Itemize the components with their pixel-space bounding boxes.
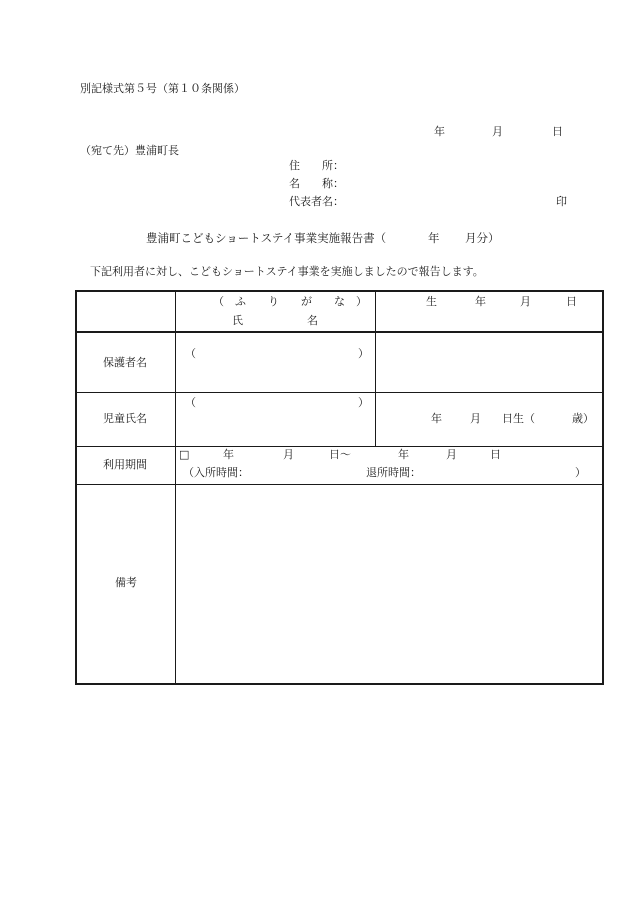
date-month: 月 — [492, 125, 503, 138]
name-header-shi: 氏 — [232, 314, 243, 327]
seal-mark: 印 — [556, 195, 567, 208]
report-title-month: 月分） — [465, 231, 500, 245]
dob-header-hi: 日 — [566, 295, 577, 308]
address-label: 住 所： — [289, 159, 344, 172]
addressee: （宛て先）豊浦町長 — [80, 144, 179, 157]
child-dob-year: 年 — [431, 412, 442, 425]
period-close-paren: ） — [575, 466, 586, 479]
child-furigana-open: （ — [185, 396, 196, 409]
report-title: 豊浦町こどもショートステイ事業実施報告書（ — [146, 231, 387, 245]
child-dob-day: 日生（ — [502, 412, 535, 425]
period-end-year: 年 — [398, 448, 409, 461]
report-title-year: 年 — [428, 231, 440, 245]
period-start-year: 年 — [223, 448, 234, 461]
period-label: 利用期間 — [103, 458, 147, 471]
name-header-mei: 名 — [307, 314, 318, 327]
dob-header-tsuki: 月 — [520, 295, 531, 308]
form-number: 別記様式第５号（第１０条関係） — [80, 82, 245, 95]
checkin-time-label: （入所時間： — [183, 466, 249, 479]
company-name-label: 名 称： — [289, 177, 344, 190]
representative-label: 代表者名： — [289, 195, 344, 208]
child-age: 歳） — [572, 412, 594, 425]
period-end-day: 日 — [490, 448, 501, 461]
intro-text: 下記利用者に対し、こどもショートステイ事業を実施しましたので報告します。 — [90, 265, 484, 278]
remarks-label: 備考 — [115, 576, 137, 589]
period-start-day: 日～ — [329, 448, 351, 461]
furigana-header: （ ふ り が な ） — [213, 295, 367, 308]
child-furigana-close: ） — [358, 396, 369, 409]
date-year: 年 — [434, 125, 445, 138]
dob-header-sei: 生 — [426, 295, 437, 308]
period-start-month: 月 — [283, 448, 294, 461]
guardian-furigana-close: ） — [358, 347, 369, 360]
child-dob-month: 月 — [470, 412, 481, 425]
dob-header-nen: 年 — [475, 295, 486, 308]
checkout-time-label: 退所時間： — [366, 466, 421, 479]
remarks-field[interactable] — [177, 486, 601, 682]
guardian-furigana-open: （ — [185, 347, 196, 360]
guardian-label: 保護者名 — [103, 356, 147, 369]
period-checkbox[interactable]: □ — [179, 448, 190, 461]
child-label: 児童氏名 — [103, 412, 147, 425]
date-day: 日 — [552, 125, 563, 138]
period-end-month: 月 — [446, 448, 457, 461]
